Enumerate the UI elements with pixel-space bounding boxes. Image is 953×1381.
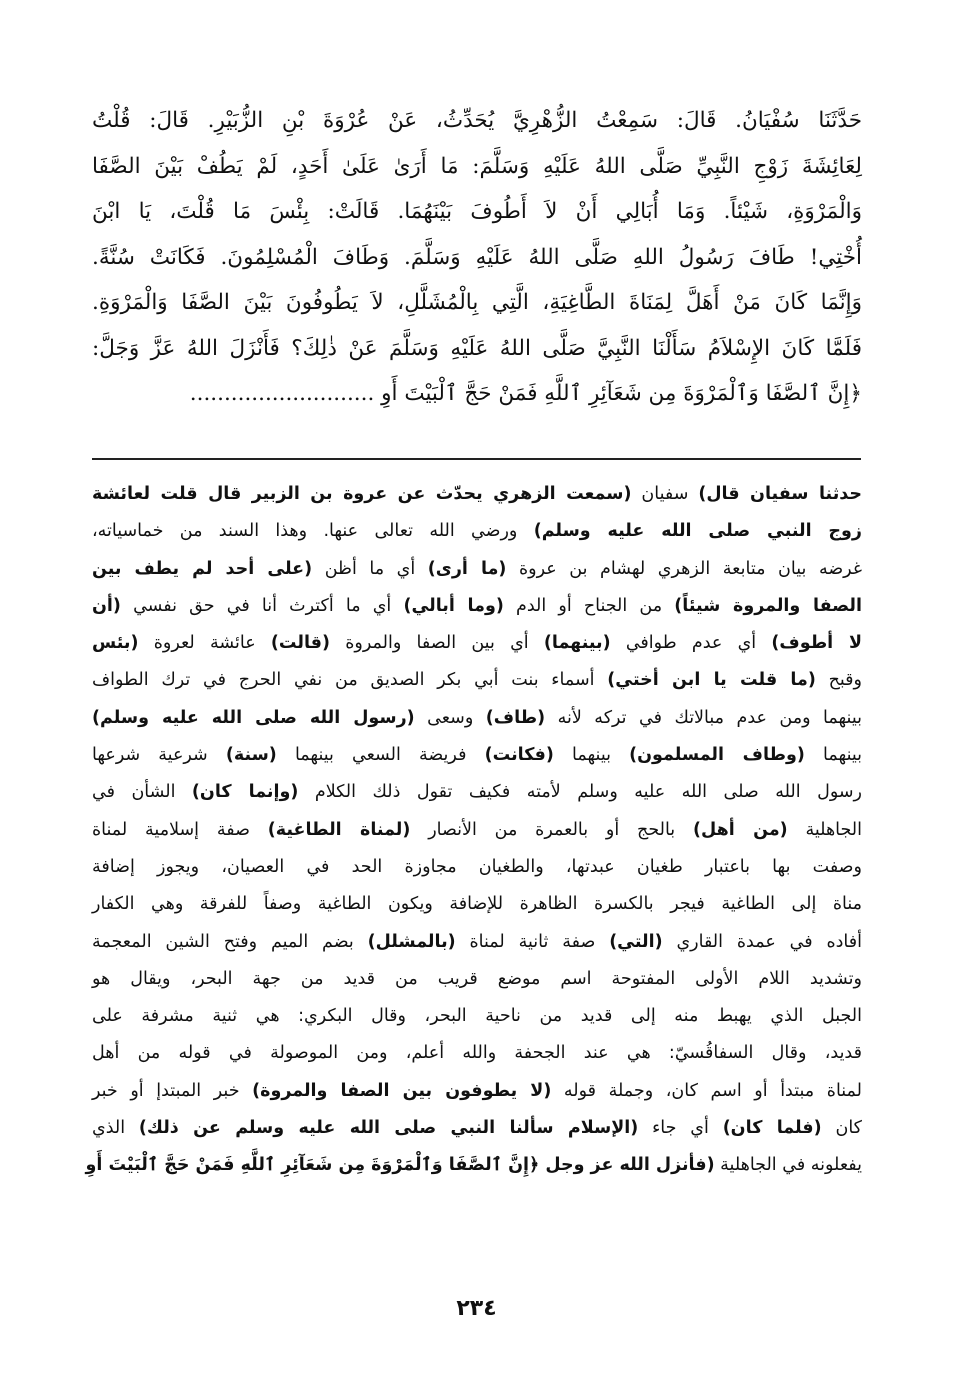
hadith-line: ﴿إِنَّ ٱلصَّفَا وَٱلْمَرْوَةَ مِن شَعَآئِرِ ٱللَّهِ فَمَنْ حَجَّ ٱلْبَيْتَ أَوِ ........................... xyxy=(189,381,862,406)
commentary-segment: قديد، وقال السفاقُسيّ: هي عند الجحفة والله أعلم، ومن الموصولة في قوله من أهل xyxy=(92,1043,862,1064)
hadith-line: وَالْمَرْوَةِ، شَيْئاً. وَمَا أُبَالِي أَنْ لاَ أَطُوفَ بَيْنَهُمَا. قَالَتْ: بِئْسَ مَا قُلْتَ، يَا ابْنَ xyxy=(92,199,862,224)
commentary-segment: ورضي الله تعالى عنها. وهذا السند من خماسياته، xyxy=(92,521,534,542)
commentary-segment: وسعى xyxy=(414,707,486,728)
commentary-line xyxy=(85,1147,862,1184)
commentary-line xyxy=(92,998,862,1035)
commentary-segment: يفعلونه في الجاهلية xyxy=(714,1155,862,1176)
commentary-quote: (فلما كان) xyxy=(722,1118,822,1139)
commentary-segment: أي ما أظن xyxy=(312,558,428,579)
commentary-line xyxy=(92,737,862,774)
commentary-line xyxy=(92,588,862,625)
commentary-line xyxy=(92,476,862,513)
commentary-segment: أي ما أكترث أنا في حق نفسي xyxy=(120,595,404,616)
commentary-segment: أفاده في عمدة القاري xyxy=(662,931,862,952)
commentary-line xyxy=(92,625,862,662)
commentary-quote: زوج النبي صلى الله عليه وسلم) xyxy=(533,521,862,542)
commentary-quote: (أن xyxy=(92,595,121,616)
commentary-quote: الصفا والمروة شيئاً) xyxy=(674,595,862,616)
commentary-segment: صفة إسلامية لمناة xyxy=(92,819,268,840)
commentary-quote: (فكانت) xyxy=(484,745,554,766)
commentary-segment: أي عدم طوافي xyxy=(610,633,772,654)
commentary-quote: (من أهل) xyxy=(692,819,788,840)
commentary-segment: كان xyxy=(821,1118,862,1139)
hadith-text xyxy=(92,98,862,417)
commentary-quote: (بئس xyxy=(92,633,139,654)
hadith-line: أُخْتِي! طَافَ رَسُولُ اللهِ صَلَّى اللهُ عَلَيْهِ وَسَلَّمَ. وَطَافَ الْمُسْلِمُونَ. فَكَانَتْ سُنَّةً. xyxy=(92,244,862,270)
commentary-text xyxy=(85,476,862,1185)
commentary-quote: (ما قلت يا ابن أختي) xyxy=(607,670,816,691)
commentary-segment: الجبل الذي يهبط منه إلى قديد من ناحية البحر، وقال البكري: هي ثنية مشرفة على xyxy=(92,1006,862,1027)
commentary-segment: صفة ثانية لمناة xyxy=(455,931,610,952)
commentary-segment: الذي xyxy=(92,1118,139,1139)
commentary-segment: شرعية شرعها xyxy=(92,745,226,766)
commentary-quote: (طاف) xyxy=(485,707,546,728)
commentary-line xyxy=(92,924,862,961)
commentary-segment: بالحج أو بالعمرة من الأنصار xyxy=(410,819,693,840)
commentary-line xyxy=(92,662,862,699)
commentary-segment: وتشديد اللام الأولى المفتوحة اسم موضع قريب من قديد من جهة البحر، ويقال هو xyxy=(92,968,862,989)
commentary-segment: الشأن في xyxy=(92,782,192,803)
commentary-quote: (بالمشلل) xyxy=(367,931,456,952)
commentary-quote: (سنة) xyxy=(225,745,277,766)
page-number: ٢٣٤ xyxy=(456,1296,497,1321)
commentary-segment: سفيان xyxy=(631,484,699,504)
commentary-quote: (فأنزل الله عز وجل xyxy=(545,1155,715,1176)
commentary-quote: (وإنما كان) xyxy=(191,782,299,803)
hadith-line: فَلَمَّا كَانَ الإِسْلاَمُ سَأَلْنَا النَّبِيَّ صَلَّى اللهُ عَلَيْهِ وَسَلَّمَ عَنْ ذٰلِكَ؟ فَأَنْزَلَ اللهُ عَزَّ وَجَلَّ: xyxy=(92,335,862,361)
commentary-segment: أسماء بنت أبي بكر الصديق من نفي الحرج في ترك الطواف xyxy=(92,670,608,691)
commentary-quote: (بينهما) xyxy=(543,633,611,654)
commentary-segment: رسول الله صلى الله عليه وسلم لأمته فكيف تقول ذلك الكلام xyxy=(298,782,862,803)
commentary-segment: لمناة مبتدأ أو اسم كان، وجملة قوله xyxy=(551,1080,862,1101)
commentary-line xyxy=(92,961,862,998)
commentary-quote: (سمعت الزهري يحدّث عن عروة بن الزبير قال قلت لعائشة xyxy=(92,484,632,504)
commentary-line xyxy=(92,513,862,550)
commentary-quote: (على أحد لم يطف بين xyxy=(92,558,313,579)
commentary-segment: بضم الميم وفتح الشين المعجمة xyxy=(92,931,368,952)
commentary-line xyxy=(92,849,862,886)
section-divider xyxy=(92,458,861,460)
commentary-segment: وصفت بها باعتبار طغيان عبدتها، والطغيان مجاوزة الحد في العصيان، ويجوز إضافة xyxy=(92,856,862,877)
commentary-quote: (وما أبالي) xyxy=(403,595,504,616)
commentary-segment: بينهما ومن عدم مبالاتك في تركه لأنه xyxy=(545,707,862,728)
commentary-line xyxy=(92,700,862,737)
commentary-quote: (قالت) xyxy=(270,633,331,654)
commentary-segment: أي جاء xyxy=(638,1118,723,1139)
commentary-segment: أي بين الصفا والمروة xyxy=(330,633,544,654)
commentary-segment: من الجناح أو الدم xyxy=(503,595,675,616)
commentary-quote: (التي) xyxy=(609,931,663,952)
commentary-quote: (وطاف المسلمون) xyxy=(629,745,805,766)
commentary-line xyxy=(92,774,862,811)
commentary-quote: ﴿إِنَّ ٱلصَّفَا وَٱلْمَرْوَةَ مِن شَعَآئِرِ ٱللَّهِ فَمَنْ حَجَّ ٱلْبَيْتَ أَوِ xyxy=(85,1155,546,1176)
commentary-line xyxy=(92,1035,862,1072)
commentary-segment: غرضه بيان متابعة الزهري لهشام بن عروة xyxy=(506,558,862,579)
commentary-quote: حدثنا سفيان قال) xyxy=(698,484,862,504)
commentary-segment: فريضة السعي بينهما xyxy=(276,745,485,766)
commentary-line xyxy=(92,1110,862,1147)
commentary-segment: بينهما xyxy=(804,745,862,766)
commentary-line xyxy=(92,1073,862,1110)
commentary-segment: مناة إلى الطاغية فيجر بالكسرة الظاهرة للإضافة ويكون الطاغية وصفاً للفرقة وهي الكفار xyxy=(92,894,862,915)
commentary-segment: عائشة لعروة xyxy=(138,633,271,654)
commentary-quote: (ما أرى) xyxy=(427,558,507,579)
hadith-line: حَدَّثَنَا سُفْيَانُ. قَالَ: سَمِعْتُ الزُّهْرِيَّ يُحَدِّثُ، عَنْ عُرْوَةَ بْنِ الزُّبَيْرِ. قَالَ: قُلْتُ xyxy=(92,108,862,133)
commentary-quote: لا أطوف) xyxy=(771,633,862,654)
commentary-quote: (الإسلام سألنا النبي صلى الله عليه وسلم عن ذلك) xyxy=(138,1118,639,1139)
commentary-quote: (لمناة الطاغية) xyxy=(267,819,411,840)
commentary-line xyxy=(92,551,862,588)
commentary-segment: الجاهلية xyxy=(787,819,862,840)
hadith-line: وَإِنَّمَا كَانَ مَنْ أَهَلَّ لِمَنَاةَ الطَّاغِيَةِ، الَّتِي بِالْمُشَلَّلِ، لاَ يَطُوفُونَ بَيْنَ الصَّفَا وَالْمَرْوَةِ. xyxy=(92,290,862,315)
commentary-quote: (رسول الله صلى الله عليه وسلم) xyxy=(92,707,415,728)
hadith-line: لِعَائِشَةَ زَوْجِ النَّبِيِّ صَلَّى اللهُ عَلَيْهِ وَسَلَّمَ: مَا أَرَىٰ عَلَىٰ أَحَدٍ، لَمْ يَطُفْ بَيْنَ الصَّفَا xyxy=(92,153,862,179)
commentary-line xyxy=(92,812,862,849)
commentary-quote: (لا يطوفون بين الصفا والمروة) xyxy=(252,1080,552,1101)
commentary-line xyxy=(92,886,862,923)
commentary-segment: خبر المبتدإ أو خبر xyxy=(92,1080,253,1101)
commentary-segment: بينهما xyxy=(553,745,630,766)
commentary-segment: وقبح xyxy=(815,670,862,691)
